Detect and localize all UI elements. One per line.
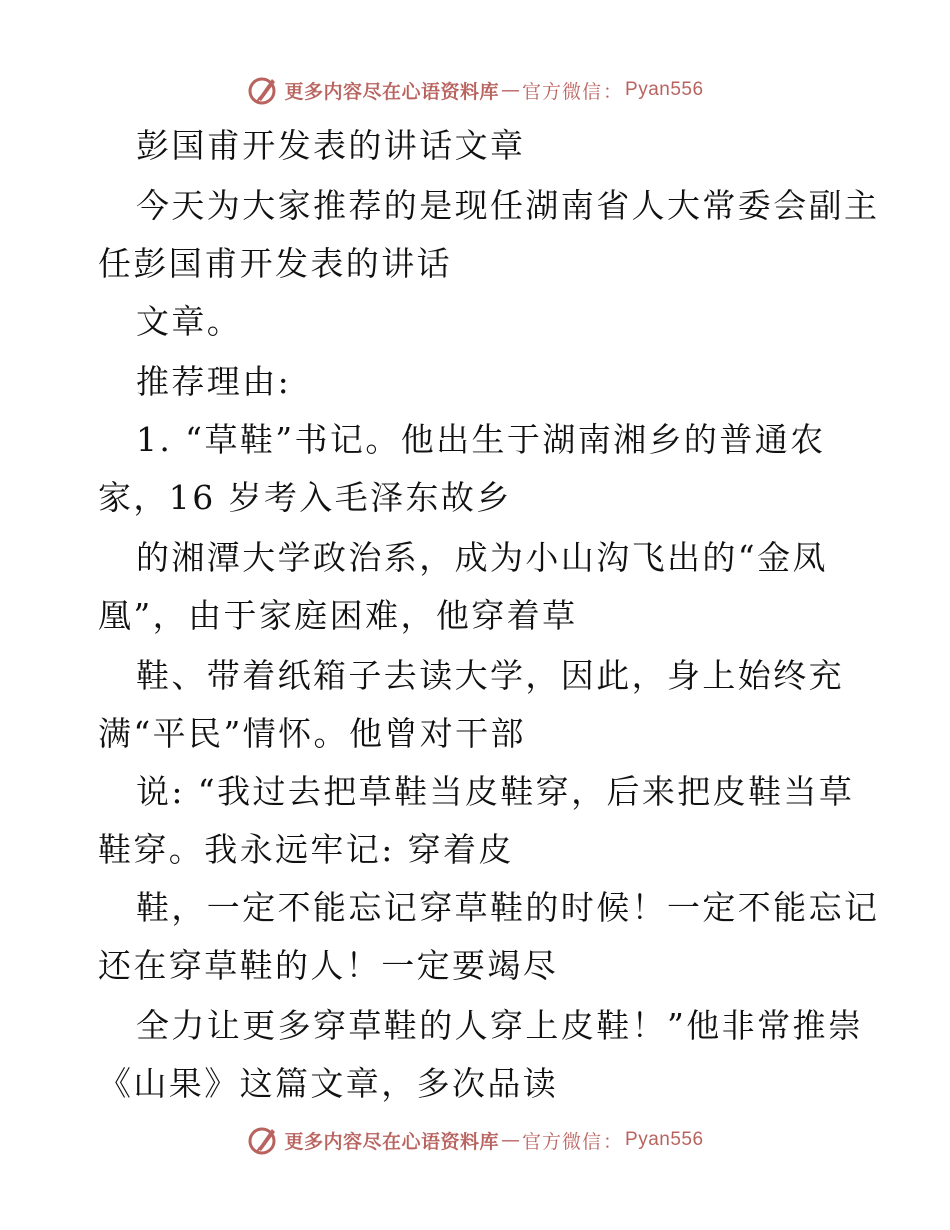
watermark-wechat-id: Pyan556 xyxy=(625,1129,704,1150)
text-line: 推荐理由: xyxy=(136,362,292,401)
watermark-colon: ： xyxy=(603,1130,623,1153)
text-line: 家，16 岁考入毛泽东故乡 xyxy=(98,478,512,517)
text-line: 鞋，一定不能忘记穿草鞋的时候！一定不能忘记 xyxy=(136,888,880,927)
text-line: 《山果》这篇文章，多次品读 xyxy=(98,1064,559,1103)
watermark-separator: — xyxy=(500,1129,520,1151)
text-line: 还在穿草鞋的人！一定要竭尽 xyxy=(98,946,559,985)
text-line: 今天为大家推荐的是现任湖南省人大常委会副主 xyxy=(136,186,880,225)
header-watermark xyxy=(0,70,950,110)
text-line: 文章。 xyxy=(136,302,243,341)
watermark-title: 更多内容尽在心语资料库 xyxy=(284,1130,499,1153)
watermark-title: 更多内容尽在心语资料库 xyxy=(284,80,499,103)
quill-logo-icon xyxy=(246,73,280,107)
text-line: 1. “草鞋”书记。他出生于湖南湘乡的普通农 xyxy=(136,420,826,459)
text-line: 全力让更多穿草鞋的人穿上皮鞋！”他非常推崇 xyxy=(136,1006,864,1045)
quill-logo-icon xyxy=(246,1123,280,1157)
watermark-wechat-id: Pyan556 xyxy=(625,79,704,100)
text-line: 的湘潭大学政治系，成为小山沟飞出的“金凤 xyxy=(136,538,828,577)
text-line: 说: “我过去把草鞋当皮鞋穿，后来把皮鞋当草 xyxy=(136,772,855,811)
watermark-separator: — xyxy=(500,79,520,101)
text-line: 鞋穿。我永远牢记: 穿着皮 xyxy=(98,830,514,869)
watermark-official-label: 官方微信 xyxy=(521,80,602,103)
text-line: 任彭国甫开发表的讲话 xyxy=(98,244,452,283)
document-title: 彭国甫开发表的讲话文章 xyxy=(136,126,526,165)
text-line: 满“平民”情怀。他曾对干部 xyxy=(98,714,526,753)
text-line: 凰”，由于家庭困难，他穿着草 xyxy=(98,596,578,635)
watermark-colon: ： xyxy=(603,80,623,103)
watermark-official-label: 官方微信 xyxy=(521,1130,602,1153)
text-line: 鞋、带着纸箱子去读大学，因此，身上始终充 xyxy=(136,656,844,695)
footer-watermark xyxy=(0,1120,950,1160)
